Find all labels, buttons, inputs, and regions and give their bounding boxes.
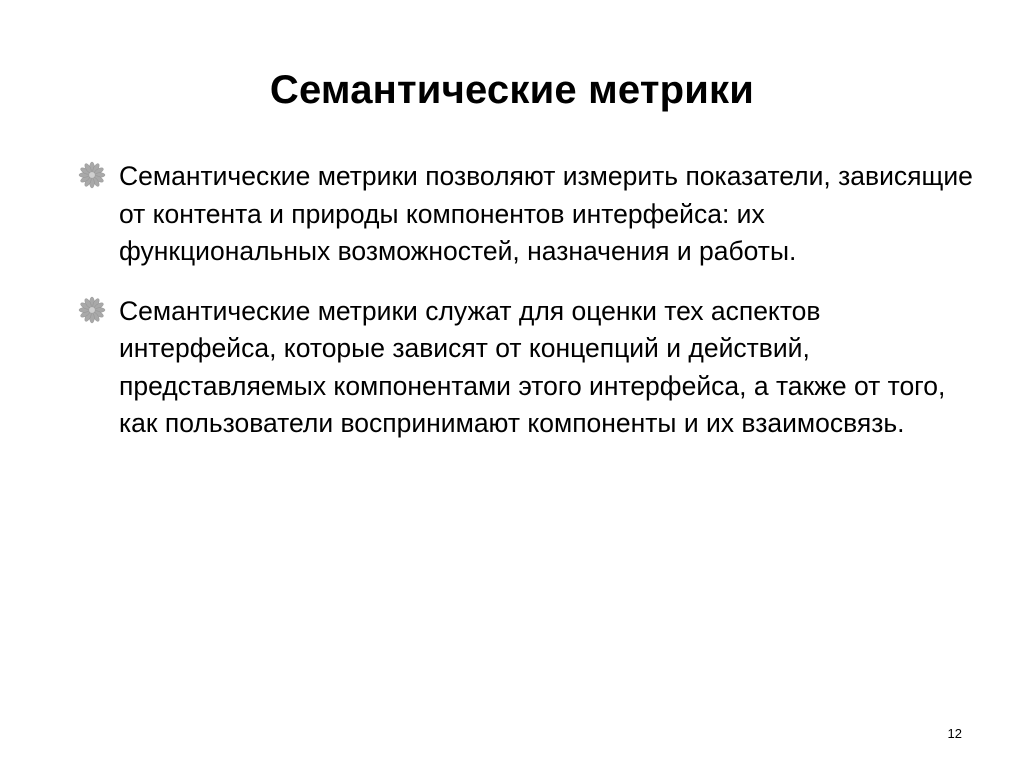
bullet-item: [78, 158, 978, 271]
slide-title: Семантические метрики: [269, 68, 755, 112]
flower-bullet-icon: [78, 296, 106, 324]
bullet-text: Семантические метрики служат для оценки тех аспектов интерфейса, которые зависят от концепций и действий, представляемых компонентами этого интерфейса, а также от того, как пользователи воспринимают компоненты и их взаимосвязь.: [119, 295, 946, 438]
bullet-item: [78, 293, 978, 443]
flower-bullet-icon: [78, 161, 106, 189]
bullet-list: [78, 158, 978, 465]
bullet-text: Семантические метрики позволяют измерить показатели, зависящие от контента и природы компонентов интерфейса: их функциональных возможностей, назначения и работы.: [119, 161, 973, 266]
page-number: 12: [947, 726, 962, 741]
